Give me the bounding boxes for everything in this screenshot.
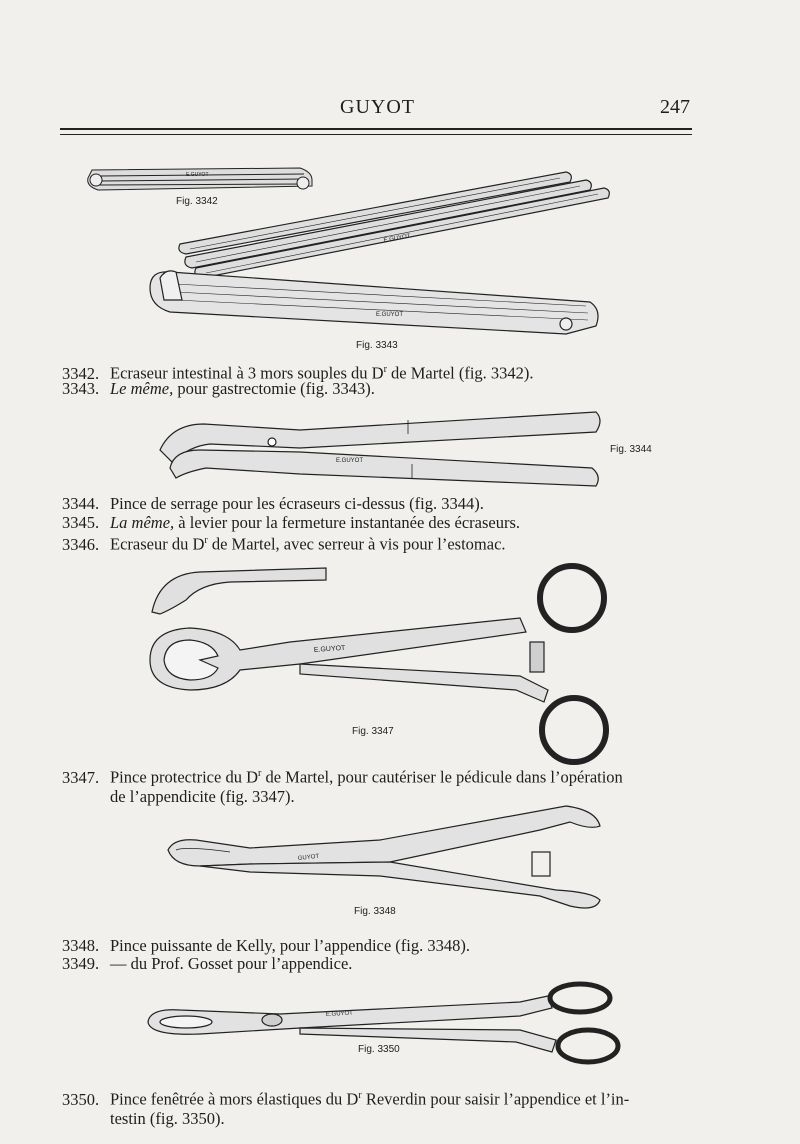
entry-number: 3348. <box>62 936 100 955</box>
entry-italic: Le même, <box>110 379 174 398</box>
page-number: 247 <box>660 96 690 118</box>
entry-text-end: de Martel, avec serreur à vis pour l’estomac. <box>207 534 506 554</box>
entry-text: — du Prof. Gosset pour l’appendice. <box>110 954 353 973</box>
entry-number: 3347. <box>62 767 100 787</box>
entry-sup: r <box>383 364 387 375</box>
fig-3350-caption: Fig. 3350 <box>358 1044 400 1055</box>
fig-3350-stamp: E.GUYOT <box>325 1010 354 1018</box>
entry-number: 3342. <box>62 363 100 383</box>
entry-continuation: de l’appendicite (fig. 3347). <box>110 786 295 806</box>
fig-3347-caption: Fig. 3347 <box>352 726 394 737</box>
entry-text-end: Reverdin pour saisir l’appendice et l’in- <box>361 1089 630 1109</box>
entry-text: Pince puissante de Kelly, pour l’appendice (fig. 3348). <box>110 936 470 955</box>
running-header-title: GUYOT <box>340 96 415 118</box>
entry-text: Pince de serrage pour les écraseurs ci-dessus (fig. 3344). <box>110 494 484 513</box>
entry-3350 <box>62 1086 629 1128</box>
entry-text-end: de Martel, pour cautériser le pédicule dans l’opération <box>261 767 623 787</box>
fig-3343-stamp-upper: E.GUYOT <box>383 233 411 244</box>
fig-3348-stamp: GUYOT <box>297 853 320 862</box>
entry-number: 3343. <box>62 379 100 398</box>
fig-3344-stamp: E.GUYOT <box>336 458 364 464</box>
entry-text: Ecraseur du D <box>110 534 205 554</box>
entry-sup: r <box>358 1090 362 1101</box>
entry-sup: r <box>257 768 262 779</box>
entry-sup: r <box>204 535 208 546</box>
entry-italic: La même, <box>110 513 175 532</box>
entry-number: 3346. <box>62 534 100 554</box>
fig-3343-caption: Fig. 3343 <box>356 340 398 351</box>
entry-number: 3344. <box>62 494 100 513</box>
entry-text-end: de Martel (fig. 3342). <box>386 363 534 383</box>
entry-text: Pince fenêtrée à mors élastiques du D <box>110 1089 359 1109</box>
entry-number: 3350. <box>62 1089 100 1109</box>
entry-text: à levier pour la fermeture instantanée des écraseurs. <box>174 513 521 532</box>
entry-number: 3349. <box>62 954 100 973</box>
fig-3342-caption: Fig. 3342 <box>176 196 218 207</box>
entry-text: pour gastrectomie (fig. 3343). <box>173 379 375 398</box>
fig-3348-caption: Fig. 3348 <box>354 906 396 917</box>
fig-3347-stamp: E.GUYOT <box>313 644 346 654</box>
entry-text: Ecraseur intestinal à 3 mors souples du D <box>110 363 384 383</box>
fig-3342-stamp: E.GUYOT <box>186 172 209 178</box>
entry-text: Pince protectrice du D <box>110 767 258 787</box>
fig-3344-caption: Fig. 3344 <box>610 444 652 455</box>
entry-continuation: testin (fig. 3350). <box>110 1108 225 1128</box>
fig-3343-stamp-lower: E.GUYOT <box>376 312 404 318</box>
entry-number: 3345. <box>62 513 100 532</box>
